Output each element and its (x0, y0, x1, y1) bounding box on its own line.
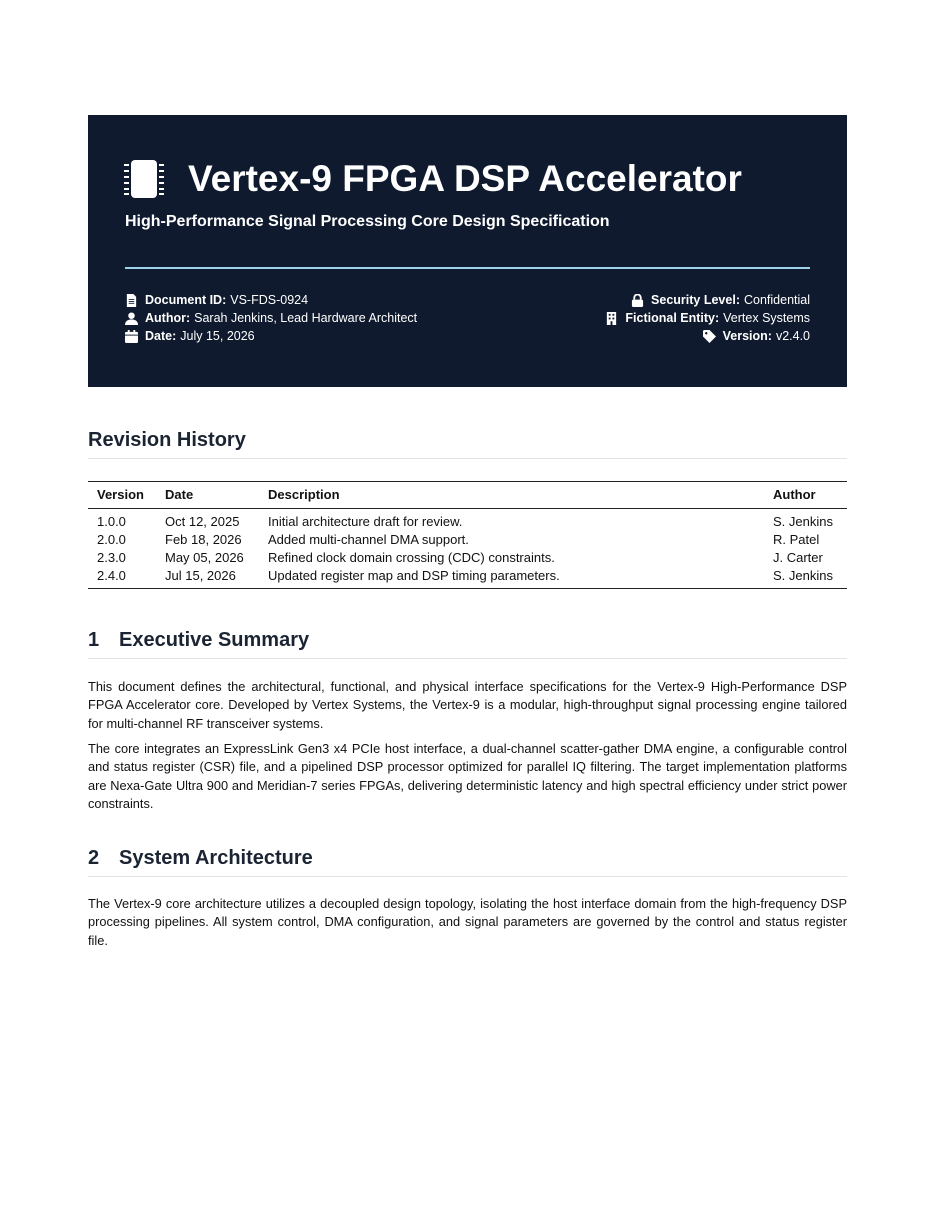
cell-version: 2.4.0 (88, 567, 156, 589)
heading-text: Revision History (88, 429, 246, 451)
executive-summary-heading (88, 629, 847, 659)
architecture-paragraph-1: The Vertex-9 core architecture utilizes a decoupled design topology, isolating the host interface domain from the high-frequency DSP processing pipelines. All system control, DMA configuration, and signal parameters are governed by the control and status register file. (88, 896, 847, 948)
summary-paragraph-2: The core integrates an ExpressLink Gen3 x4 PCIe host interface, a dual-channel scatter-gather DMA engine, a configurable control and status register (CSR) file, and a pipelined DSP processor optimized for parallel IQ filtering. The target implementation platforms are Nexa-Gate Ultra 900 and Meridian-7 series FPGAs, delivering deterministic latency and high spectral efficiency under strict power constraints. (88, 741, 847, 811)
meta-date (125, 327, 417, 345)
chip-icon (124, 159, 164, 199)
document-header (88, 115, 847, 387)
cell-date: Oct 12, 2025 (165, 514, 240, 529)
system-architecture-heading (88, 847, 847, 877)
cell-description: Updated register map and DSP timing parameters. (259, 567, 764, 589)
meta-value: Confidential (743, 293, 810, 307)
file-icon (125, 294, 138, 307)
meta-value: VS-FDS-0924 (230, 293, 309, 307)
meta-right (605, 291, 810, 345)
user-icon (125, 312, 138, 325)
meta-author (125, 309, 417, 327)
cell-description: Initial architecture draft for review. (268, 514, 463, 529)
revision-history-table (88, 481, 847, 589)
column-header: Author (764, 482, 847, 509)
meta-label: Version: (722, 329, 772, 343)
cell-description: Added multi-channel DMA support. (268, 532, 469, 547)
tag-icon (703, 330, 716, 343)
section-number: 1 (88, 629, 100, 651)
meta-value: July 15, 2026 (180, 329, 255, 343)
cell-version: 1.0.0 (97, 514, 126, 529)
heading-text: System Architecture (119, 847, 313, 869)
table-row (88, 531, 847, 549)
meta-value: v2.4.0 (775, 329, 810, 343)
cell-author: J. Carter (773, 550, 823, 565)
summary-paragraph-1: This document defines the architectural, functional, and physical interface specifications for the Vertex-9 High-Performance DSP FPGA Accelerator core. Developed by Vertex Systems, the Vertex-9 is a modular, high-throughput signal processing engine tailored for multi-channel RF transceiver systems. (88, 679, 847, 731)
meta-entity (605, 309, 810, 327)
table-row (88, 509, 847, 532)
cell-author: R. Patel (773, 532, 820, 547)
cell-author: S. Jenkins (764, 567, 847, 589)
cell-date: Feb 18, 2026 (165, 532, 242, 547)
header-divider (125, 267, 810, 269)
meta-value: Sarah Jenkins, Lead Hardware Architect (194, 311, 418, 325)
title-row (124, 159, 742, 199)
meta-label: Date: (145, 329, 177, 343)
column-header: Version (88, 482, 156, 509)
column-header: Date (156, 482, 259, 509)
cell-description: Refined clock domain crossing (CDC) constraints. (268, 550, 555, 565)
lock-icon (631, 294, 644, 307)
table-header-row (88, 482, 847, 509)
column-header: Description (259, 482, 764, 509)
meta-left (125, 291, 417, 345)
building-icon (605, 312, 618, 325)
cell-date: May 05, 2026 (165, 550, 244, 565)
meta-label: Security Level: (651, 293, 740, 307)
meta-label: Fictional Entity: (625, 311, 720, 325)
meta-version (605, 327, 810, 345)
cell-version: 2.0.0 (97, 532, 126, 547)
document-title: Vertex-9 FPGA DSP Accelerator (188, 158, 742, 199)
document-subtitle: High-Performance Signal Processing Core Design Specification (125, 213, 610, 230)
meta-label: Author: (145, 311, 191, 325)
cell-version: 2.3.0 (97, 550, 126, 565)
revision-history-heading (88, 429, 847, 459)
meta-document-id (125, 291, 417, 309)
table-row (88, 567, 847, 589)
meta-label: Document ID: (145, 293, 227, 307)
heading-text: Executive Summary (119, 629, 310, 651)
meta-value: Vertex Systems (723, 311, 810, 325)
calendar-icon (125, 330, 138, 343)
table-row (88, 549, 847, 567)
cell-author: S. Jenkins (773, 514, 833, 529)
meta-security-level (605, 291, 810, 309)
cell-date: Jul 15, 2026 (156, 567, 259, 589)
section-number: 2 (88, 847, 100, 869)
